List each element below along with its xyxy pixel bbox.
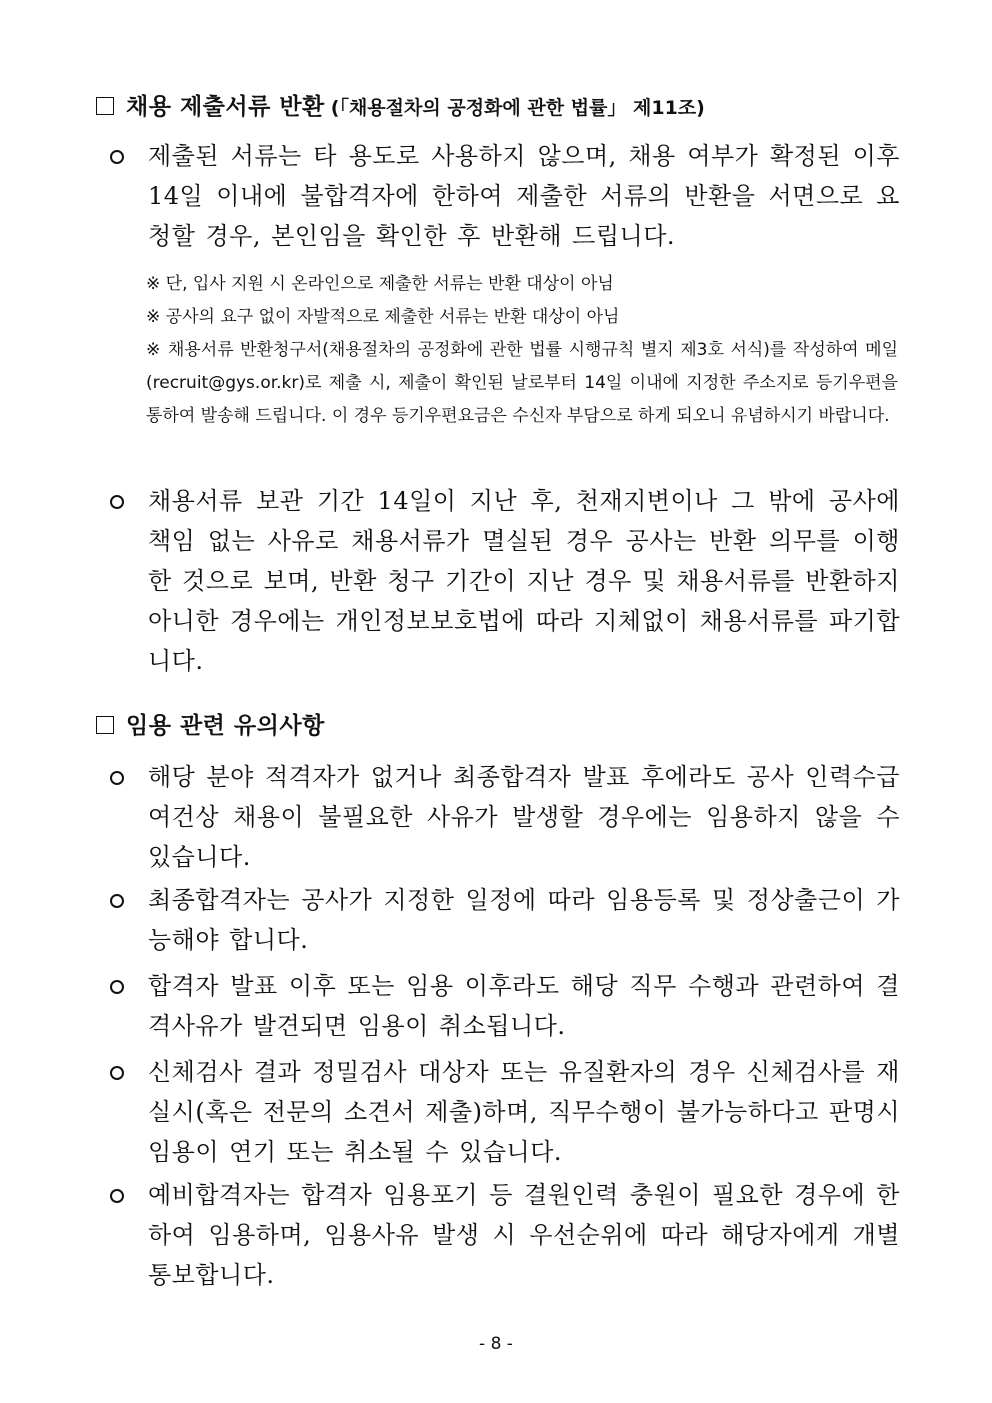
section-heading-document-return (96, 92, 705, 123)
bullet-text: 신체검사 결과 정밀검사 대상자 또는 유질환자의 경우 신체검사를 재실시(혹은 전문의 소견서 제출)하며, 직무수행이 불가능하다고 판명시 임용이 연기 또는 취소될 수 있습니다. (148, 1058, 900, 1166)
notes-list (146, 268, 898, 433)
bullet-text: 최종합격자는 공사가 지정한 일정에 따라 임용등록 및 정상출근이 가능해야 합니다. (148, 886, 900, 954)
bullet-item (110, 1175, 900, 1295)
circle-bullet-icon (110, 150, 124, 164)
bullet-item (110, 966, 900, 1046)
bullet-item (110, 1052, 900, 1172)
section-title: 채용 제출서류 반환 (126, 94, 325, 120)
circle-bullet-icon (110, 771, 124, 785)
bullet-item (110, 136, 900, 256)
bullet-item (110, 757, 900, 877)
bullet-item (110, 880, 900, 960)
note-item: ※ 공사의 요구 없이 자발적으로 제출한 서류는 반환 대상이 아님 (146, 307, 620, 327)
bullet-text: 제출된 서류는 타 용도로 사용하지 않으며, 채용 여부가 확정된 이후 14일 이내에 불합격자에 한하여 제출한 서류의 반환을 서면으로 요청할 경우, 본인임을 확인한 후 반환해 드립니다. (148, 142, 900, 250)
section-heading-appointment-notes (96, 711, 325, 741)
note-item: ※ 단, 입사 지원 시 온라인으로 제출한 서류는 반환 대상이 아님 (146, 274, 614, 294)
circle-bullet-icon (110, 1066, 124, 1080)
bullet-text: 채용서류 보관 기간 14일이 지난 후, 천재지변이나 그 밖에 공사에 책임 없는 사유로 채용서류가 멸실된 경우 공사는 반환 의무를 이행한 것으로 보며, 반환 청구 기간이 지난 경우 및 채용서류를 반환하지 아니한 경우에는 개인정보보호법에 따라 지체없이 채용서류를 파기합니다. (148, 487, 900, 675)
circle-bullet-icon (110, 495, 124, 509)
checkbox-square-icon (96, 97, 114, 115)
bullet-text: 예비합격자는 합격자 임용포기 등 결원인력 충원이 필요한 경우에 한하여 임용하며, 임용사유 발생 시 우선순위에 따라 해당자에게 개별 통보합니다. (148, 1181, 900, 1289)
section-title: 임용 관련 유의사항 (126, 713, 325, 739)
checkbox-square-icon (96, 716, 114, 734)
bullet-text: 합격자 발표 이후 또는 임용 이후라도 해당 직무 수행과 관련하여 결격사유가 발견되면 임용이 취소됩니다. (148, 972, 900, 1040)
law-reference: (「채용절차의 공정화에 관한 법률」 제11조) (330, 97, 705, 119)
note-item: ※ 채용서류 반환청구서(채용절차의 공정화에 관한 법률 시행규칙 별지 제3호 서식)를 작성하여 메일(recruit@gys.or.kr)로 제출 시, 제출이 확인된 날로부터 14일 이내에 지정한 주소지로 등기우편을 통하여 발송해 드립니다. 이 경우 등기우편요금은 수신자 부담으로 하게 되오니 유념하시기 바랍니다. (146, 340, 898, 426)
circle-bullet-icon (110, 894, 124, 908)
bullet-item (110, 481, 900, 681)
circle-bullet-icon (110, 1189, 124, 1203)
bullet-text: 해당 분야 적격자가 없거나 최종합격자 발표 후에라도 공사 인력수급 여건상 채용이 불필요한 사유가 발생할 경우에는 임용하지 않을 수 있습니다. (148, 763, 900, 871)
page-number: - 8 - (479, 1334, 513, 1354)
circle-bullet-icon (110, 980, 124, 994)
